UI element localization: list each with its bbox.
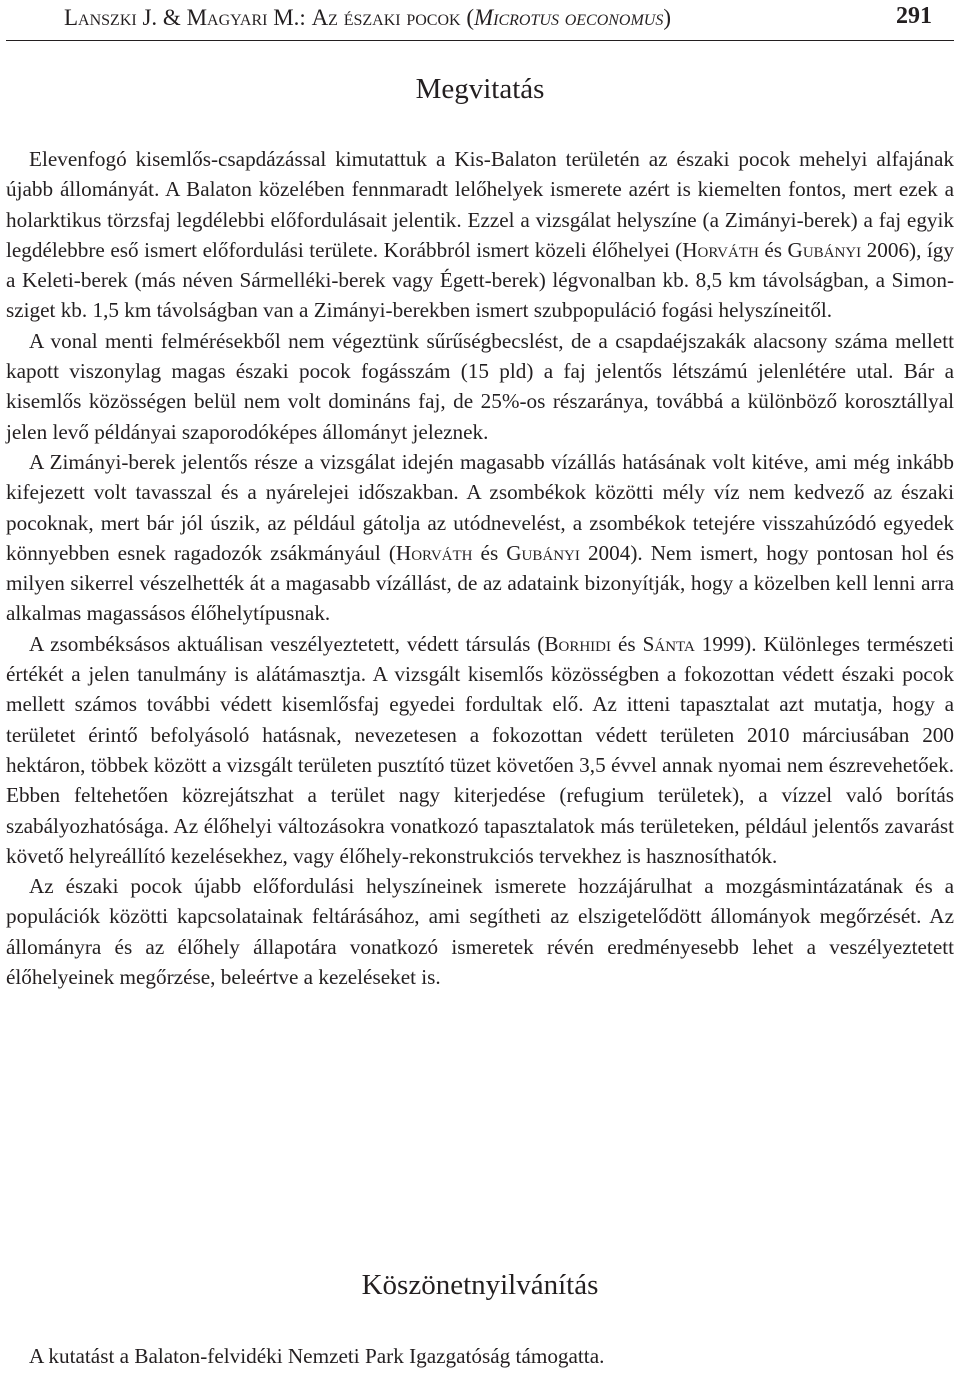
paragraph-text: A zsombéksásos aktuálisan veszélyeztetett, védett társulás ( <box>29 631 545 656</box>
paragraph-3 <box>6 447 954 629</box>
article-short-title: Az északi pocok <box>311 5 461 30</box>
paragraph-text: 2006), így a Keleti-berek (más néven Sármelléki-berek vagy Égett-berek) légvonalban kb. 8,5 km távolságban, a Simon-sziget kb. 1,5 km távolságban van a Zimányi-berekben ismert szubpopuláció fogási helyszíneitől. <box>6 237 954 323</box>
author-2: Magyari M. <box>186 5 300 30</box>
citation-author: Borhidi <box>544 631 611 656</box>
citation-author: Sánta <box>642 631 695 656</box>
open-paren: ( <box>460 5 474 30</box>
author-1: Lanszki J. <box>64 5 158 30</box>
close-paren: ) <box>663 5 672 30</box>
paragraph-text: és <box>611 631 643 656</box>
paragraph-text: és <box>758 237 788 262</box>
discussion-heading: Megvitatás <box>415 73 545 105</box>
paragraph-1 <box>6 144 954 326</box>
species-name: Microtus oeconomus <box>474 5 664 30</box>
paragraph-text: 2004). Nem ismert, hogy pontosan hol és milyen sikerrel vészelhették át a magasabb vízállást, de az adataink bizonyítják, hogy a közelben kell lenni arra alkalmas magassásos élőhelytípusnak. <box>6 540 954 626</box>
header-colon: : <box>299 5 312 30</box>
citation-author: Horváth <box>395 540 473 565</box>
page-header <box>6 0 954 41</box>
running-head <box>64 5 671 31</box>
acknowledgements-heading: Köszönetnyilvánítás <box>361 1269 599 1301</box>
page-number: 291 <box>896 3 932 29</box>
paragraph-4 <box>6 629 954 871</box>
citation-author: Horváth <box>682 237 759 262</box>
paragraph-5: Az északi pocok újabb előfordulási helyszíneinek ismerete hozzájárulhat a mozgásmintázatának és a populációk közötti kapcsolatainak feltárásához, ami segítheti az elszigetelődött állományok megőrzését. Az állományra és az élőhely állapotára vonatkozó ismeretek révén eredményesebb lehet a veszélyeztetett élőhelyeinek megőrzése, beleértve a kezeléseket is. <box>6 874 954 990</box>
paragraph-text: és <box>472 540 507 565</box>
ampersand: & <box>157 5 187 30</box>
discussion-body <box>6 144 954 992</box>
paragraph-text: 1999). Különleges természeti értékét a jelen tanulmány is alátámasztja. A vizsgált kisemlős közösségben a fokozottan védett északi pocok mellett számos további védett kisemlősfaj egyedei fordultak elő. Az itteni tapasztalat azt mutatja, hogy a területet érintő befolyásoló hatásnak, nevezetesen a fokozottan védett területen 2010 márciusában 200 hektáron, többek között a vizsgált területen pusztító tüzet követően 3,5 évvel annak nyomai nem észrevehetőek. Ebben feltehetően közrejátszhat a terület nagy kiterjedése (refugium területek), a vízzel való borítás szabályozhatósága. Az élőhelyi változásokra vonatkozó tapasztalatok más területeken, például jelentős zavarást követő helyreállító kezelésekhez, vagy élőhely-rekonstrukciós tervekhez is hasznosíthatók. <box>6 631 954 868</box>
acknowledgements-text: A kutatást a Balaton-felvidéki Nemzeti Park Igazgatóság támogatta. <box>29 1344 605 1368</box>
citation-author: Gubányi <box>506 540 580 565</box>
paragraph-text: A Zimányi-berek jelentős része a vizsgálat idején magasabb vízállás hatásának volt kitéve, ami még inkább kifejezett volt tavasszal és a nyárelejei időszakban. A zsombékok közötti mély víz nem kedvező az északi pocoknak, mert bár jól úszik, az például gátolja az utódnevelést, a zsombékok tetejére visszahúzódó egyedek könnyebben esnek ragadozók zsákmányául ( <box>6 449 954 565</box>
citation-author: Gubányi <box>787 237 862 262</box>
paragraph-2: A vonal menti felmérésekből nem végeztünk sűrűségbecslést, de a csapdaéjszakák alacsony száma mellett kapott viszonylag magas északi pocok fogásszám (15 pld) a faj jelentős létszámú jelenlétére utal. Bár a kisemlős közösségen belül nem volt domináns faj, de 25%-os részaránya, továbbá a különböző korosztállyal jelen levő példányai szaporodóképes állományt jeleznek. <box>6 328 954 444</box>
paragraph-text: Elevenfogó kisemlős-csapdázással kimutattuk a Kis-Balaton területén az északi pocok mehelyi alfajának újabb állományát. A Balaton közelében fennmaradt lelőhelyek ismerete azért is kiemelten fontos, mert ezek a holarktikus törzsfaj legdélebbi előfordulásait jelentik. Ezzel a vizsgálat helyszíne (a Zimányi-berek) a faj egyik legdélebbre eső ismert előfordulási területe. Korábbról ismert közeli élőhelyei ( <box>6 147 954 262</box>
